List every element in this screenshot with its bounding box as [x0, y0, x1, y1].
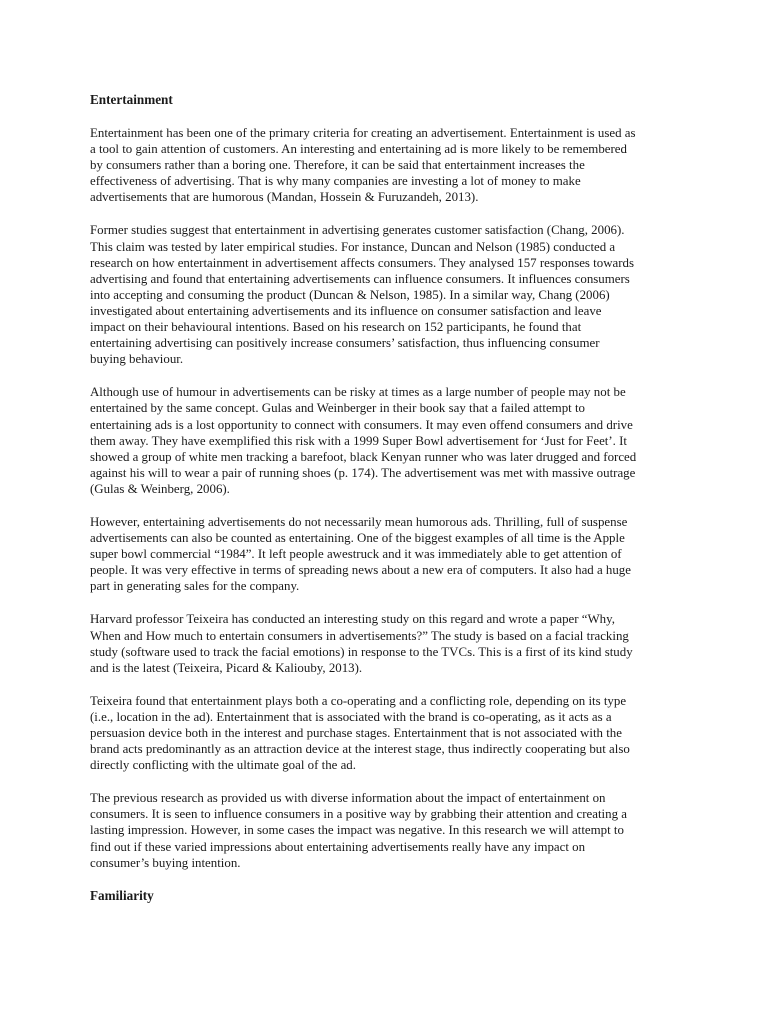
paragraph-line: lasting impression. However, in some cases the impact was negative. In this research we will attempt to [90, 823, 624, 838]
paragraph-line: persuasion device both in the interest and purchase stages. Entertainment that is not associated with the [90, 726, 622, 740]
paragraph-line: advertisements that are humorous (Mandan, Hossein & Furuzandeh, 2013). [90, 190, 479, 205]
paragraph-line: (Gulas & Weinberg, 2006). [90, 481, 230, 496]
paragraph-line: a tool to gain attention of customers. An interesting and entertaining ad is more likely to be remembered [90, 142, 627, 157]
paragraph-line: study (software used to track the facial emotions) in response to the TVCs. This is a first of its kind study [90, 644, 633, 659]
paragraph-line: Although use of humour in advertisements can be risky at times as a large number of people may not be [90, 385, 626, 400]
paragraph-6 [90, 693, 690, 773]
paragraph-5 [90, 611, 690, 675]
paragraph-line: investigated about entertaining advertisements and its influence on consumer satisfaction and leave [90, 303, 602, 318]
paragraph-line: effectiveness of advertising. That is why many companies are investing a lot of money to make [90, 174, 581, 189]
paragraph-4 [90, 514, 690, 594]
paragraph-7 [90, 790, 690, 870]
paragraph-line: Former studies suggest that entertainment in advertising generates customer satisfaction (Chang, 2006). [90, 223, 625, 238]
paragraph-line: advertising and found that entertaining advertisements can influence consumers. It influences consumers [90, 271, 630, 286]
paragraph-line: Teixeira found that entertainment plays both a co-operating and a conflicting role, depending on its type [90, 693, 627, 708]
document-page [90, 92, 690, 921]
paragraph-line: by consumers rather than a boring one. Therefore, it can be said that entertainment increases the [90, 158, 585, 173]
paragraph-3 [90, 384, 690, 497]
paragraph-line: entertaining advertising can positively increase consumers’ satisfaction, thus influencing consumer [90, 336, 600, 351]
paragraph-line: part in generating sales for the company. [90, 579, 300, 594]
paragraph-line: and is the latest (Teixeira, Picard & Kaliouby, 2013). [90, 660, 363, 675]
paragraph-1 [90, 125, 690, 205]
paragraph-line: into accepting and consuming the product (Duncan & Nelson, 1985). In a similar way, Chang (2006) [90, 287, 610, 302]
section-heading-familiarity: Familiarity [90, 887, 154, 903]
paragraph-line: super bowl commercial “1984”. It left people awestruck and it was immediately able to get attention of [90, 547, 622, 562]
paragraph-line: consumers. It is seen to influence consumers in a positive way by grabbing their attention and creating a [90, 807, 627, 822]
paragraph-line: entertaining ads is a lost opportunity to connect with consumers. It may even offend consumers and drive [90, 417, 633, 432]
paragraph-line: The previous research as provided us with diverse information about the impact of entertainment on [90, 791, 606, 806]
paragraph-line: When and How much to entertain consumers in advertisements?” The study is based on a facial tracking [90, 628, 629, 643]
paragraph-line: consumer’s buying intention. [90, 855, 241, 870]
paragraph-line: people. It was very effective in terms of spreading news about a new era of computers. It also had a huge [90, 563, 631, 578]
paragraph-line: research on how entertainment in advertisement affects consumers. They analysed 157 responses towards [90, 255, 634, 270]
paragraph-line: advertisements can also be counted as entertaining. One of the biggest examples of all time is the Apple [90, 531, 625, 546]
paragraph-line: However, entertaining advertisements do not necessarily mean humorous ads. Thrilling, full of suspense [90, 514, 628, 529]
paragraph-line: (i.e., location in the ad). Entertainment that is associated with the brand is co-operating, as it acts as a [90, 709, 612, 724]
paragraph-line: Entertainment has been one of the primary criteria for creating an advertisement. Entertainment is used as [90, 126, 636, 140]
paragraph-2 [90, 222, 690, 367]
paragraph-line: Harvard professor Teixeira has conducted an interesting study on this regard and wrote a paper “Why, [90, 612, 615, 627]
paragraph-line: brand acts predominantly as an attraction device at the interest stage, thus indirectly cooperating but also [90, 742, 630, 757]
paragraph-line: find out if these varied impressions about entertaining advertisements really have any impact on [90, 839, 586, 854]
section-heading-entertainment: Entertainment [90, 92, 173, 107]
paragraph-line: buying behaviour. [90, 352, 184, 367]
paragraph-line: This claim was tested by later empirical studies. For instance, Duncan and Nelson (1985) conducted a [90, 239, 616, 254]
paragraph-line: entertained by the same concept. Gulas and Weinberger in their book say that a failed attempt to [90, 401, 585, 416]
paragraph-line: them away. They have exemplified this risk with a 1999 Super Bowl advertisement for ‘Just for Feet’. It [90, 433, 627, 448]
paragraph-line: against his will to wear a pair of running shoes (p. 174). The advertisement was met with massive outrage [90, 465, 636, 480]
paragraph-line: showed a group of white men tracking a barefoot, black Kenyan runner who was later drugged and forced [90, 449, 637, 464]
paragraph-line: directly conflicting with the ultimate goal of the ad. [90, 758, 356, 773]
paragraph-line: impact on their behavioural intentions. Based on his research on 152 participants, he found that [90, 320, 582, 335]
